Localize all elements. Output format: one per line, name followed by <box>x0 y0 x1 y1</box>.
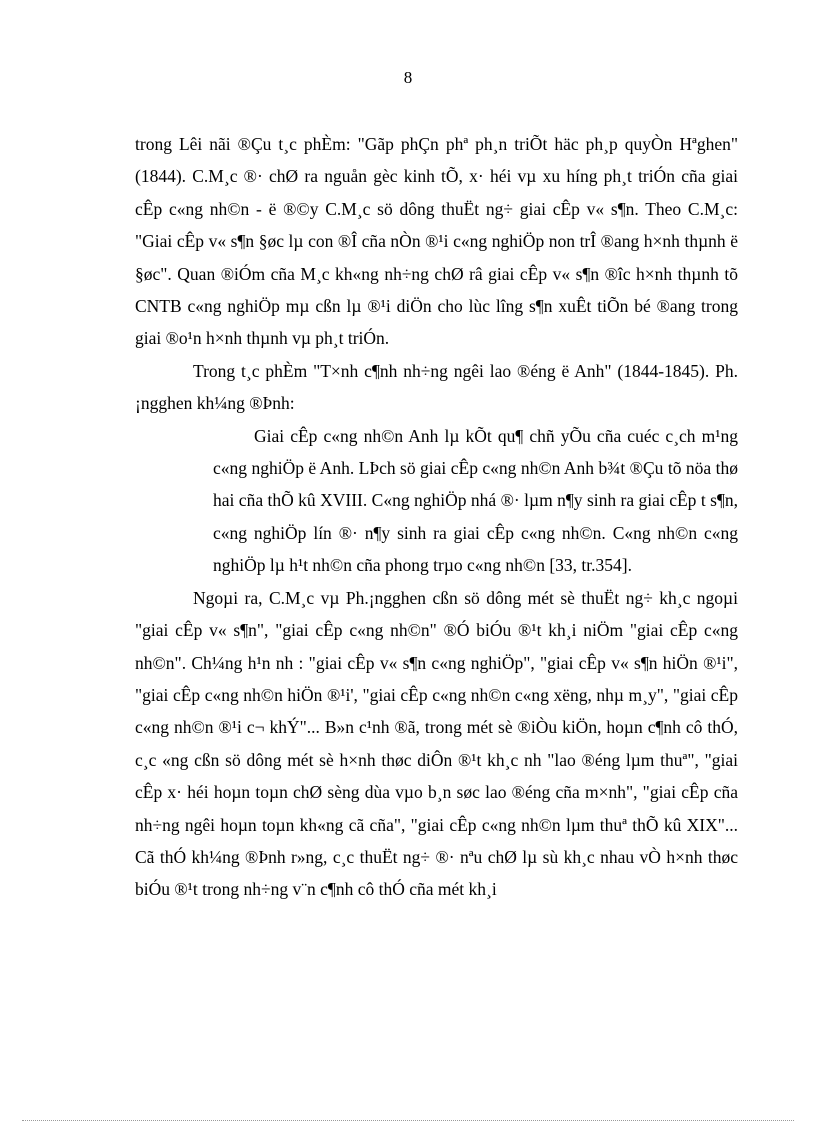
paragraph-3: Ngoµi ra, C.M¸c vµ Ph.¡ngghen cßn sö dông mét sè thuËt ng÷ kh¸c ngoµi "giai cÊp v« s¶n", "giai cÊp c«ng nh©n" ®Ó biÓu ®¹t kh¸i niÖm "giai cÊp c«ng nh©n". Ch¼ng h¹n nh : "giai cÊp v« s¶n c«ng nghiÖp", "giai cÊp v« s¶n hiÖn ®¹i", "giai cÊp c«ng nh©n hiÖn ®¹i', "giai cÊp c«ng nh©n c«ng xëng, nhµ m¸y", "giai cÊp c«ng nh©n ®¹i c¬ khÝ"... B»n c¹nh ®ã, trong mét sè ®iÒu kiÖn, hoµn c¶nh cô thÓ, c¸c «ng cßn sö dông mét sè h×nh thøc diÔn ®¹t kh¸c nh "lao ®éng lµm thuª", "giai cÊp x· héi hoµn toµn chØ sèng dùa vµo b¸n søc lao ®éng cña m×nh", "giai cÊp cña nh÷ng ngêi hoµn toµn kh«ng cã cña", "giai cÊp c«ng nh©n lµm thuª thÕ kû XIX"... Cã thÓ kh¼ng ®Þnh r»ng, c¸c thuËt ng÷ ®· nªu chØ lµ sù kh¸c nhau vÒ h×nh thøc biÓu ®¹t trong nh÷ng v¨n c¶nh cô thÓ cña mét kh¸i <box>135 587 738 900</box>
paragraph-1: trong Lêi nãi ®Çu t¸c phÈm: "Gãp phÇn phª ph¸n triÕt häc ph¸p quyÒn Hªghen" (1844). C.M¸c ®· chØ ra nguån gèc kinh tÕ, x· héi vµ xu híng ph¸t triÓn cña giai cÊp c«ng nh©n - ë ®©y C.M¸c sö dông thuËt ng÷ giai cÊp v« s¶n. Theo C.M¸c: "Giai cÊp v« s¶n §øc lµ con ®Î cña nÒn ®¹i c«ng nghiÖp non trÎ ®ang h×nh thµnh ë §øc". Quan ®iÓm cña M¸c kh«ng nh÷ng chØ râ giai cÊp v« s¶n ®îc h×nh thµnh tõ CNTB c«ng nghiÖp mµ cßn lµ ®¹i diÖn cho lùc lîng s¶n xuÊt tiÕn bé ®ang trong giai ®o¹n h×nh thµnh vµ ph¸t triÓn. <box>135 134 738 349</box>
page-bottom-divider <box>22 1120 794 1121</box>
page-number: 8 <box>403 68 413 87</box>
body-text <box>135 128 738 906</box>
paragraph-2: Trong t¸c phÈm "T×nh c¶nh nh÷ng ngêi lao ®éng ë Anh" (1844-1845). Ph.¡ngghen kh¼ng ®Þnh: <box>135 360 738 414</box>
block-quote: Giai cÊp c«ng nh©n Anh lµ kÕt qu¶ chñ yÕu cña cuéc c¸ch m¹ng c«ng nghiÖp ë Anh. LÞch sö giai cÊp c«ng nh©n Anh b¾t ®Çu tõ nöa thø hai cña thÕ kû XVIII. C«ng nghiÖp nhá ®· lµm n¶y sinh ra giai cÊp t s¶n, c«ng nghiÖp lín ®· n¶y sinh ra giai cÊp c«ng nh©n. C«ng nh©n c«ng nghiÖp lµ h¹t nh©n cña phong trµo c«ng nh©n [33, tr.354]. <box>213 425 738 576</box>
